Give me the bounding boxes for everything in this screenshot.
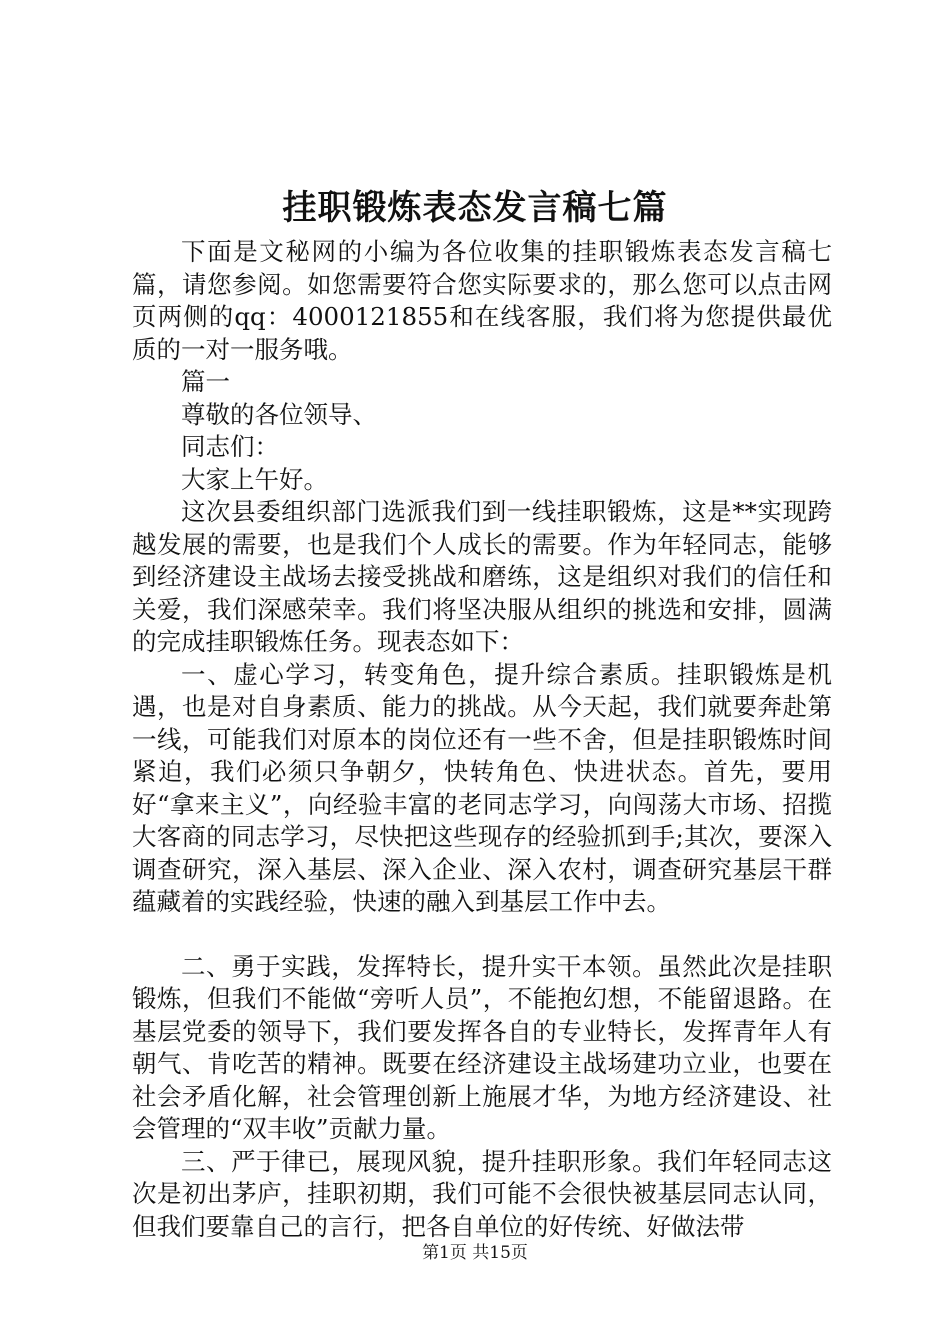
intro-paragraph: 下面是文秘网的小编为各位收集的挂职锻炼表态发言稿七篇，请您参阅。如您需要符合您实际要求的，那么您可以点击网页两侧的qq：4000121855和在线客服，我们将为您提供最优质的一对一服务哦。 [132, 237, 832, 364]
greeting-line: 大家上午好。 [181, 464, 328, 494]
salutation-line: 尊敬的各位领导、 [181, 399, 377, 429]
body-paragraph: 一、虚心学习，转变角色，提升综合素质。挂职锻炼是机遇，也是对自身素质、能力的挑战。从今天起，我们就要奔赴第一线，可能我们对原本的岗位还有一些不舍，但是挂职锻炼时间紧迫，我们必须只争朝夕，快转角色、快进状态。首先，要用好“拿来主义”，向经验丰富的老同志学习，向闯荡大市场、招揽大客商的同志学习，尽快把这些现存的经验抓到手;其次，要深入调查研究，深入基层、深入企业、深入农村，调查研究基层干群蕴藏着的实践经验，快速的融入到基层工作中去。 [132, 659, 832, 916]
salutation-line: 同志们： [181, 432, 279, 461]
page-number-footer: 第1页 共15页 [422, 1243, 528, 1263]
document-title: 挂职锻炼表态发言稿七篇 [282, 188, 668, 228]
document-body [132, 236, 832, 1243]
body-paragraph: 二、勇于实践，发挥特长，提升实干本领。虽然此次是挂职锻炼，但我们不能做“旁听人员”，不能抱幻想，不能留退路。在基层党委的领导下，我们要发挥各自的专业特长，发挥青年人有朝气、肯吃苦的精神。既要在经济建设主战场建功立业，也要在社会矛盾化解，社会管理创新上施展才华，为地方经济建设、社会管理的“双丰收”贡献力量。 [132, 951, 832, 1143]
body-paragraph: 三、严于律已，展现风貌，提升挂职形象。我们年轻同志这次是初出茅庐，挂职初期，我们可能不会很快被基层同志认同，但我们要靠自己的言行，把各自单位的好传统、好做法带 [132, 1146, 832, 1241]
body-paragraph: 这次县委组织部门选派我们到一线挂职锻炼，这是**实现跨越发展的需要，也是我们个人成长的需要。作为年轻同志，能够到经济建设主战场去接受挑战和磨练，这是组织对我们的信任和关爱，我们深感荣幸。我们将坚决服从组织的挑选和安排，圆满的完成挂职锻炼任务。现表态如下： [132, 497, 832, 656]
section-heading: 篇一 [181, 367, 230, 396]
